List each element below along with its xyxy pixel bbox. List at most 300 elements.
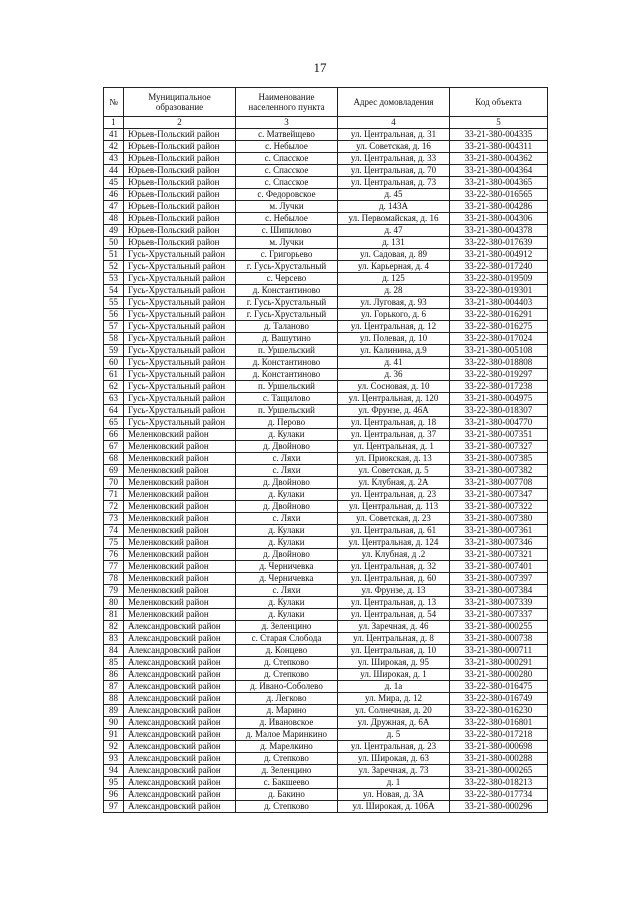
locality-cell: д. Зеленцино [236, 621, 338, 633]
municipality-cell: Юрьев-Польский район [124, 189, 236, 201]
object-code-cell: 33-22-380-017734 [450, 789, 548, 801]
row-number-cell: 44 [104, 165, 124, 177]
table-row [104, 717, 548, 729]
locality-cell: д. Черничевка [236, 573, 338, 585]
municipality-cell: Меленковский район [124, 609, 236, 621]
municipality-cell: Гусь-Хрустальный район [124, 405, 236, 417]
address-cell: ул. Центральная, д. 12 [338, 321, 450, 333]
object-code-cell: 33-21-380-000265 [450, 765, 548, 777]
municipality-cell: Александровский район [124, 765, 236, 777]
table-row [104, 393, 548, 405]
header-number: № [104, 88, 124, 117]
table-row [104, 249, 548, 261]
address-cell: ул. Советская, д. 23 [338, 513, 450, 525]
object-code-cell: 33-21-380-004403 [450, 297, 548, 309]
table-row [104, 753, 548, 765]
row-number-cell: 89 [104, 705, 124, 717]
table-row [104, 321, 548, 333]
row-number-cell: 41 [104, 129, 124, 141]
address-cell: ул. Полевая, д. 10 [338, 333, 450, 345]
object-code-cell: 33-21-380-000738 [450, 633, 548, 645]
row-number-cell: 92 [104, 741, 124, 753]
locality-cell: д. Степково [236, 753, 338, 765]
row-number-cell: 71 [104, 489, 124, 501]
locality-cell: д. Малое Маринкино [236, 729, 338, 741]
address-cell: д. 5 [338, 729, 450, 741]
row-number-cell: 96 [104, 789, 124, 801]
table-row [104, 573, 548, 585]
locality-cell: д. Степково [236, 657, 338, 669]
municipality-cell: Меленковский район [124, 453, 236, 465]
municipality-cell: Меленковский район [124, 513, 236, 525]
column-number: 2 [124, 117, 236, 129]
municipality-cell: Юрьев-Польский район [124, 213, 236, 225]
locality-cell: с. Спасское [236, 165, 338, 177]
table-row [104, 561, 548, 573]
municipality-cell: Александровский район [124, 753, 236, 765]
table-row [104, 645, 548, 657]
municipality-cell: Меленковский район [124, 441, 236, 453]
table-row [104, 441, 548, 453]
address-cell: ул. Центральная, д. 113 [338, 501, 450, 513]
table-row [104, 633, 548, 645]
municipality-cell: Юрьев-Польский район [124, 237, 236, 249]
municipality-cell: Юрьев-Польский район [124, 129, 236, 141]
locality-cell: д. Степково [236, 801, 338, 813]
table-row [104, 297, 548, 309]
address-cell: ул. Новая, д. 3А [338, 789, 450, 801]
row-number-cell: 48 [104, 213, 124, 225]
municipality-cell: Александровский район [124, 729, 236, 741]
row-number-cell: 68 [104, 453, 124, 465]
table-row [104, 417, 548, 429]
table-row [104, 213, 548, 225]
table-row [104, 201, 548, 213]
object-code-cell: 33-22-380-016565 [450, 189, 548, 201]
header-address: Адрес домовладения [338, 88, 450, 117]
municipality-cell: Меленковский район [124, 549, 236, 561]
table-row [104, 453, 548, 465]
object-code-cell: 33-22-380-016275 [450, 321, 548, 333]
object-code-cell: 33-22-380-017238 [450, 381, 548, 393]
locality-cell: д. Константиново [236, 357, 338, 369]
table-row [104, 333, 548, 345]
table-row [104, 537, 548, 549]
address-cell: ул. Центральная, д. 23 [338, 489, 450, 501]
municipality-cell: Юрьев-Польский район [124, 225, 236, 237]
locality-cell: д. Марелкино [236, 741, 338, 753]
locality-cell: с. Матвейщево [236, 129, 338, 141]
object-code-cell: 33-21-380-004335 [450, 129, 548, 141]
municipality-cell: Гусь-Хрустальный район [124, 417, 236, 429]
address-cell: ул. Дружная, д. 6А [338, 717, 450, 729]
row-number-cell: 76 [104, 549, 124, 561]
table-row [104, 177, 548, 189]
address-cell: ул. Центральная, д. 120 [338, 393, 450, 405]
municipality-cell: Александровский район [124, 669, 236, 681]
municipality-cell: Александровский район [124, 681, 236, 693]
municipality-cell: Александровский район [124, 741, 236, 753]
locality-cell: с. Григорьево [236, 249, 338, 261]
address-cell: ул. Центральная, д. 124 [338, 537, 450, 549]
municipality-cell: Гусь-Хрустальный район [124, 357, 236, 369]
municipality-cell: Гусь-Хрустальный район [124, 297, 236, 309]
table-row [104, 237, 548, 249]
locality-cell: с. Федоровское [236, 189, 338, 201]
locality-cell: с. Бакшеево [236, 777, 338, 789]
column-number: 1 [104, 117, 124, 129]
municipality-cell: Меленковский район [124, 597, 236, 609]
municipality-cell: Александровский район [124, 789, 236, 801]
table-body [104, 129, 548, 813]
municipality-cell: Александровский район [124, 801, 236, 813]
municipality-cell: Гусь-Хрустальный район [124, 273, 236, 285]
address-cell: д. 131 [338, 237, 450, 249]
municipality-cell: Юрьев-Польский район [124, 177, 236, 189]
locality-cell: м. Лучки [236, 201, 338, 213]
locality-cell: д. Степково [236, 669, 338, 681]
object-code-cell: 33-21-380-000255 [450, 621, 548, 633]
locality-cell: д. Кулаки [236, 597, 338, 609]
address-cell: ул. Центральная, д. 73 [338, 177, 450, 189]
object-code-cell: 33-22-380-017218 [450, 729, 548, 741]
row-number-cell: 45 [104, 177, 124, 189]
locality-cell: с. Старая Слобода [236, 633, 338, 645]
object-code-cell: 33-21-380-007321 [450, 549, 548, 561]
object-code-cell: 33-21-380-004365 [450, 177, 548, 189]
table-row [104, 261, 548, 273]
column-numbers-row [104, 117, 548, 129]
object-code-cell: 33-21-380-000291 [450, 657, 548, 669]
row-number-cell: 86 [104, 669, 124, 681]
municipality-cell: Меленковский район [124, 465, 236, 477]
table-row [104, 129, 548, 141]
address-cell: д. 125 [338, 273, 450, 285]
table-row [104, 189, 548, 201]
table-row [104, 729, 548, 741]
column-number: 5 [450, 117, 548, 129]
object-code-cell: 33-21-380-004912 [450, 249, 548, 261]
row-number-cell: 81 [104, 609, 124, 621]
municipality-cell: Александровский район [124, 621, 236, 633]
municipality-cell: Александровский район [124, 717, 236, 729]
object-code-cell: 33-21-380-007708 [450, 477, 548, 489]
row-number-cell: 51 [104, 249, 124, 261]
row-number-cell: 74 [104, 525, 124, 537]
locality-cell: г. Гусь-Хрустальный [236, 309, 338, 321]
row-number-cell: 56 [104, 309, 124, 321]
table-row [104, 501, 548, 513]
object-code-cell: 33-22-380-017639 [450, 237, 548, 249]
row-number-cell: 49 [104, 225, 124, 237]
object-code-cell: 33-21-380-007380 [450, 513, 548, 525]
object-code-cell: 33-21-380-007401 [450, 561, 548, 573]
row-number-cell: 79 [104, 585, 124, 597]
locality-cell: д. Двойново [236, 441, 338, 453]
object-code-cell: 33-21-380-007361 [450, 525, 548, 537]
row-number-cell: 62 [104, 381, 124, 393]
address-cell: д. 143А [338, 201, 450, 213]
object-code-cell: 33-22-380-017024 [450, 333, 548, 345]
table-row [104, 741, 548, 753]
header-municipality: Муниципальное образование [124, 88, 236, 117]
object-code-cell: 33-21-380-004306 [450, 213, 548, 225]
object-code-cell: 33-21-380-004364 [450, 165, 548, 177]
municipality-cell: Меленковский район [124, 489, 236, 501]
object-code-cell: 33-21-380-007327 [450, 441, 548, 453]
table-row [104, 357, 548, 369]
municipality-cell: Александровский район [124, 645, 236, 657]
address-cell: д. 36 [338, 369, 450, 381]
row-number-cell: 46 [104, 189, 124, 201]
locality-cell: д. Двойново [236, 549, 338, 561]
address-cell: ул. Мира, д. 12 [338, 693, 450, 705]
table-row [104, 705, 548, 717]
table-row [104, 777, 548, 789]
object-code-cell: 33-22-380-016291 [450, 309, 548, 321]
row-number-cell: 60 [104, 357, 124, 369]
municipality-cell: Меленковский район [124, 501, 236, 513]
table-row [104, 465, 548, 477]
address-cell: ул. Клубная, д. 2А [338, 477, 450, 489]
row-number-cell: 63 [104, 393, 124, 405]
municipality-cell: Меленковский район [124, 561, 236, 573]
row-number-cell: 65 [104, 417, 124, 429]
row-number-cell: 53 [104, 273, 124, 285]
address-cell: ул. Центральная, д. 33 [338, 153, 450, 165]
address-cell: ул. Центральная, д. 10 [338, 645, 450, 657]
column-number: 4 [338, 117, 450, 129]
address-cell: ул. Широкая, д. 106А [338, 801, 450, 813]
row-number-cell: 83 [104, 633, 124, 645]
row-number-cell: 97 [104, 801, 124, 813]
locality-cell: д. Легково [236, 693, 338, 705]
row-number-cell: 93 [104, 753, 124, 765]
locality-cell: д. Двойново [236, 477, 338, 489]
municipality-cell: Александровский район [124, 705, 236, 717]
municipality-cell: Александровский район [124, 657, 236, 669]
address-cell: ул. Центральная, д. 18 [338, 417, 450, 429]
row-number-cell: 54 [104, 285, 124, 297]
row-number-cell: 95 [104, 777, 124, 789]
row-number-cell: 73 [104, 513, 124, 525]
object-code-cell: 33-22-380-016475 [450, 681, 548, 693]
locality-cell: д. Ивановское [236, 717, 338, 729]
column-number: 3 [236, 117, 338, 129]
locality-cell: д. Зеленцино [236, 765, 338, 777]
locality-cell: м. Лучки [236, 237, 338, 249]
table-row [104, 513, 548, 525]
address-cell: ул. Сосновая, д. 10 [338, 381, 450, 393]
address-cell: д. 1 [338, 777, 450, 789]
table-row [104, 477, 548, 489]
municipality-cell: Александровский район [124, 693, 236, 705]
table-row [104, 273, 548, 285]
municipality-cell: Меленковский район [124, 429, 236, 441]
table-row [104, 765, 548, 777]
row-number-cell: 80 [104, 597, 124, 609]
locality-cell: д. Кулаки [236, 609, 338, 621]
table-row [104, 681, 548, 693]
object-code-cell: 33-21-380-004311 [450, 141, 548, 153]
municipality-cell: Гусь-Хрустальный район [124, 381, 236, 393]
address-cell: ул. Луговая, д. 93 [338, 297, 450, 309]
object-code-cell: 33-21-380-004770 [450, 417, 548, 429]
row-number-cell: 84 [104, 645, 124, 657]
object-code-cell: 33-21-380-004286 [450, 201, 548, 213]
object-code-cell: 33-21-380-000280 [450, 669, 548, 681]
address-cell: д. 45 [338, 189, 450, 201]
address-cell: ул. Клубная, д .2 [338, 549, 450, 561]
table-row [104, 549, 548, 561]
row-number-cell: 64 [104, 405, 124, 417]
address-cell: ул. Карьерная, д. 4 [338, 261, 450, 273]
row-number-cell: 88 [104, 693, 124, 705]
municipality-cell: Меленковский район [124, 477, 236, 489]
address-cell: ул. Солнечная, д. 20 [338, 705, 450, 717]
row-number-cell: 90 [104, 717, 124, 729]
object-code-cell: 33-21-380-007351 [450, 429, 548, 441]
page-number: 17 [313, 60, 327, 75]
row-number-cell: 52 [104, 261, 124, 273]
municipality-cell: Александровский район [124, 633, 236, 645]
table-row [104, 165, 548, 177]
municipality-cell: Гусь-Хрустальный район [124, 393, 236, 405]
object-code-cell: 33-21-380-004378 [450, 225, 548, 237]
table-row [104, 525, 548, 537]
address-cell: ул. Центральная, д. 8 [338, 633, 450, 645]
object-code-cell: 33-21-380-000698 [450, 741, 548, 753]
object-code-cell: 33-21-380-007385 [450, 453, 548, 465]
locality-cell: с. Спасское [236, 153, 338, 165]
address-cell: ул. Первомайская, д. 16 [338, 213, 450, 225]
object-code-cell: 33-22-380-019297 [450, 369, 548, 381]
locality-cell: п. Уршельский [236, 345, 338, 357]
municipality-cell: Юрьев-Польский район [124, 201, 236, 213]
row-number-cell: 77 [104, 561, 124, 573]
municipality-cell: Гусь-Хрустальный район [124, 285, 236, 297]
locality-cell: с. Ляхи [236, 513, 338, 525]
municipality-cell: Меленковский район [124, 585, 236, 597]
municipality-cell: Гусь-Хрустальный район [124, 333, 236, 345]
address-cell: ул. Горького, д. 6 [338, 309, 450, 321]
locality-cell: с. Небылое [236, 141, 338, 153]
municipality-cell: Гусь-Хрустальный район [124, 309, 236, 321]
address-cell: ул. Заречная, д. 73 [338, 765, 450, 777]
table-row [104, 585, 548, 597]
objects-table [103, 87, 548, 813]
address-cell: д. 1а [338, 681, 450, 693]
municipality-cell: Гусь-Хрустальный район [124, 261, 236, 273]
object-code-cell: 33-21-380-007337 [450, 609, 548, 621]
municipality-cell: Меленковский район [124, 525, 236, 537]
row-number-cell: 82 [104, 621, 124, 633]
object-code-cell: 33-22-380-016801 [450, 717, 548, 729]
locality-cell: д. Черничевка [236, 561, 338, 573]
table-row [104, 309, 548, 321]
address-cell: ул. Центральная, д. 70 [338, 165, 450, 177]
object-code-cell: 33-21-380-004362 [450, 153, 548, 165]
object-code-cell: 33-22-380-019509 [450, 273, 548, 285]
table-row [104, 369, 548, 381]
row-number-cell: 55 [104, 297, 124, 309]
header-locality: Наименование населенного пункта [236, 88, 338, 117]
municipality-cell: Гусь-Хрустальный район [124, 321, 236, 333]
address-cell: ул. Центральная, д. 60 [338, 573, 450, 585]
object-code-cell: 33-21-380-007346 [450, 537, 548, 549]
municipality-cell: Александровский район [124, 777, 236, 789]
address-cell: ул. Центральная, д. 1 [338, 441, 450, 453]
object-code-cell: 33-21-380-007339 [450, 597, 548, 609]
row-number-cell: 75 [104, 537, 124, 549]
object-code-cell: 33-21-380-007397 [450, 573, 548, 585]
row-number-cell: 57 [104, 321, 124, 333]
locality-cell: д. Константиново [236, 285, 338, 297]
table-row [104, 345, 548, 357]
address-cell: ул. Приокская, д. 13 [338, 453, 450, 465]
row-number-cell: 50 [104, 237, 124, 249]
table-row [104, 801, 548, 813]
address-cell: д. 41 [338, 357, 450, 369]
table-header-row [104, 88, 548, 117]
row-number-cell: 69 [104, 465, 124, 477]
object-code-cell: 33-22-380-018808 [450, 357, 548, 369]
locality-cell: д. Вашутино [236, 333, 338, 345]
row-number-cell: 61 [104, 369, 124, 381]
address-cell: ул. Центральная, д. 61 [338, 525, 450, 537]
municipality-cell: Гусь-Хрустальный район [124, 345, 236, 357]
row-number-cell: 94 [104, 765, 124, 777]
object-code-cell: 33-21-380-000288 [450, 753, 548, 765]
locality-cell: с. Тащилово [236, 393, 338, 405]
locality-cell: д. Бакино [236, 789, 338, 801]
table-row [104, 405, 548, 417]
address-cell: ул. Советская, д. 5 [338, 465, 450, 477]
address-cell: ул. Широкая, д. 63 [338, 753, 450, 765]
address-cell: ул. Садовая, д. 89 [338, 249, 450, 261]
table-row [104, 429, 548, 441]
municipality-cell: Меленковский район [124, 573, 236, 585]
municipality-cell: Гусь-Хрустальный район [124, 249, 236, 261]
row-number-cell: 72 [104, 501, 124, 513]
address-cell: ул. Центральная, д. 54 [338, 609, 450, 621]
locality-cell: с. Спасское [236, 177, 338, 189]
object-code-cell: 33-21-380-004975 [450, 393, 548, 405]
address-cell: ул. Центральная, д. 37 [338, 429, 450, 441]
locality-cell: д. Кулаки [236, 489, 338, 501]
address-cell: д. 47 [338, 225, 450, 237]
locality-cell: с. Ляхи [236, 453, 338, 465]
row-number-cell: 42 [104, 141, 124, 153]
locality-cell: д. Кулаки [236, 429, 338, 441]
object-code-cell: 33-21-380-005108 [450, 345, 548, 357]
locality-cell: д. Кулаки [236, 525, 338, 537]
object-code-cell: 33-21-380-007322 [450, 501, 548, 513]
address-cell: ул. Центральная, д. 23 [338, 741, 450, 753]
row-number-cell: 85 [104, 657, 124, 669]
municipality-cell: Меленковский район [124, 537, 236, 549]
locality-cell: д. Константиново [236, 369, 338, 381]
row-number-cell: 59 [104, 345, 124, 357]
locality-cell: д. Кулаки [236, 537, 338, 549]
locality-cell: с. Ляхи [236, 585, 338, 597]
row-number-cell: 91 [104, 729, 124, 741]
table-row [104, 285, 548, 297]
header-object-code: Код объекта [450, 88, 548, 117]
table-row [104, 381, 548, 393]
locality-cell: с. Черсево [236, 273, 338, 285]
locality-cell: д. Таланово [236, 321, 338, 333]
